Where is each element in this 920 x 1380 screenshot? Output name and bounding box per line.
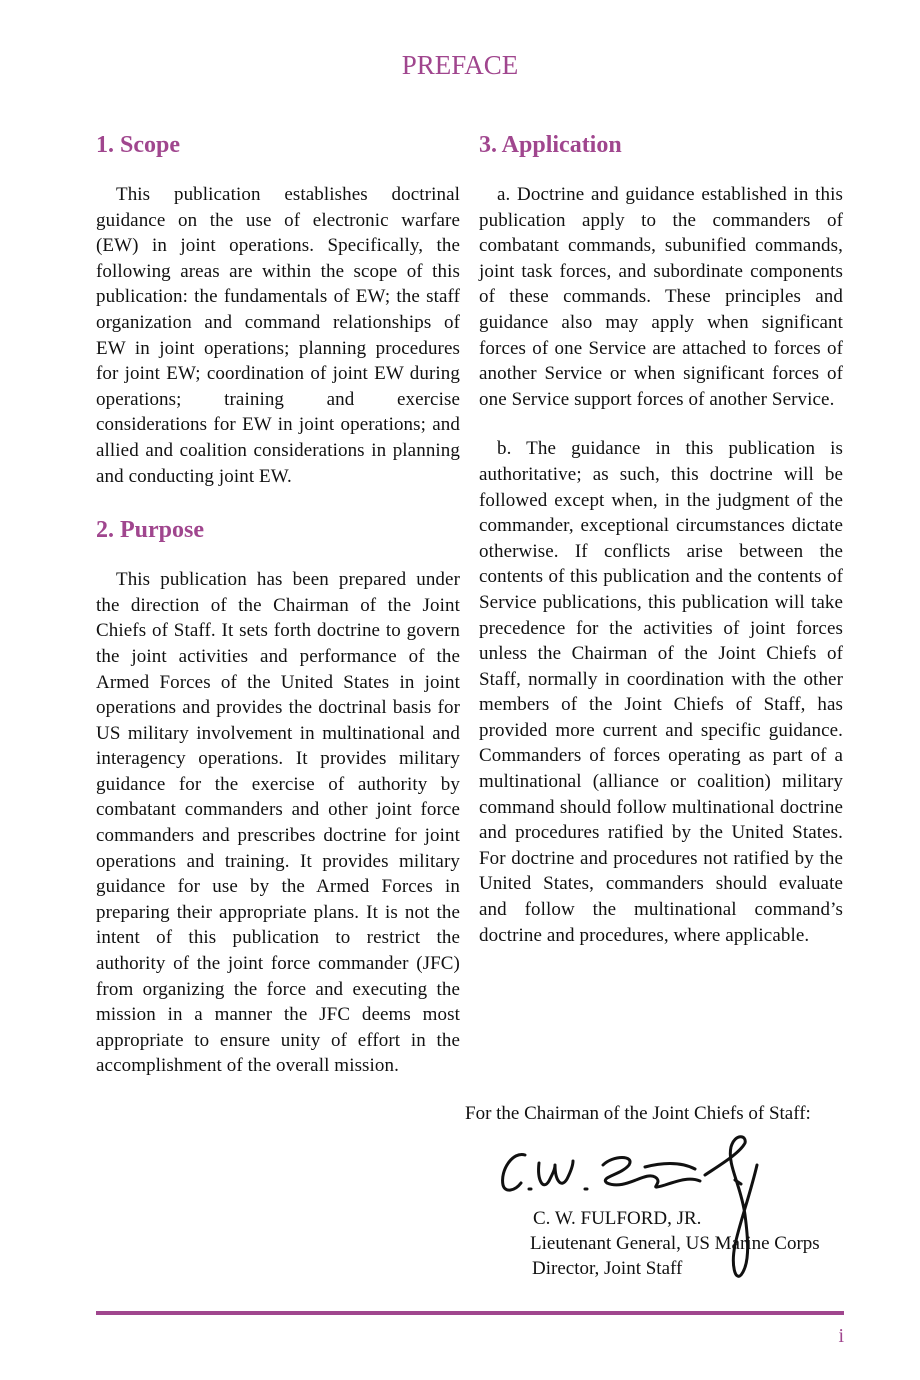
signatory-title: Director, Joint Staff [532,1258,683,1279]
signatory-rank: Lieutenant General, US Marine Corps [530,1233,820,1254]
signatory-name: C. W. FULFORD, JR. [533,1208,702,1229]
scope-paragraph: This publication establishes doctrinal guidance on the use of electronic warfare (EW) in joint operations. Specifically, the following areas are within the scope of this publication: the fundamentals of EW; the staff organization and command relationships of EW in joint operations; planning procedures for joint EW; coordination of joint EW during operations; training and exercise considerations for EW in joint operations; and allied and coalition considerations in planning and conducting joint EW. [96,184,460,487]
purpose-paragraph: This publication has been prepared under the direction of the Chairman of the Joint Chiefs of Staff. It sets forth doctrine to govern the joint activities and performance of the Armed Forces of the United States in joint operations and provides the doctrinal basis for US military involvement in multinational and interagency operations. It provides military guidance for the exercise of authority by combatant commanders and other joint force commanders and prescribes doctrine for joint operations and training. It provides military guidance for use by the Armed Forces in preparing their appropriate plans. It is not the intent of this publication to restrict the authority of the joint force commander (JFC) from organizing the force and executing the mission in a manner the JFC deems most appropriate to ensure unity of effort in the accomplishment of the overall mission. [96,569,460,1077]
left-column [96,128,460,1079]
application-heading: 3. Application [479,132,622,158]
signature-block [465,1100,865,1300]
page-number: i [838,1325,844,1347]
signature-for-line: For the Chairman of the Joint Chiefs of Staff: [465,1103,811,1124]
purpose-heading: 2. Purpose [96,517,204,544]
right-column [479,128,843,948]
application-paragraph-b: b. The guidance in this publication is authoritative; as such, this doctrine will be followed except when, in the judgment of the commander, exceptional circumstances dictate otherwise. If conflicts arise between the contents of this publication and the contents of Service publications, this publication will take precedence for the activities of joint forces unless the Chairman of the Joint Chiefs of Staff, normally in coordination with the other members of the Joint Chiefs of Staff, has provided more current and specific guidance. Commanders of forces operating as part of a multinational (alliance or coalition) military command should follow multinational doctrine and procedures ratified by the United States. For doctrine and procedures not ratified by the United States, commanders should evaluate and follow the multinational command’s doctrine and procedures, where applicable. [479,438,843,946]
page-title: PREFACE [401,50,519,80]
scope-heading: 1. Scope [96,132,180,158]
footer-rule [96,1311,844,1315]
application-paragraph-a: a. Doctrine and guidance established in this publication apply to the commanders of combatant commands, subunified commands, joint task forces, and subordinate components of these commands. These principles and guidance also may apply when significant forces of one Service are attached to forces of another Service or when significant forces of one Service support forces of another Service. [479,184,843,410]
